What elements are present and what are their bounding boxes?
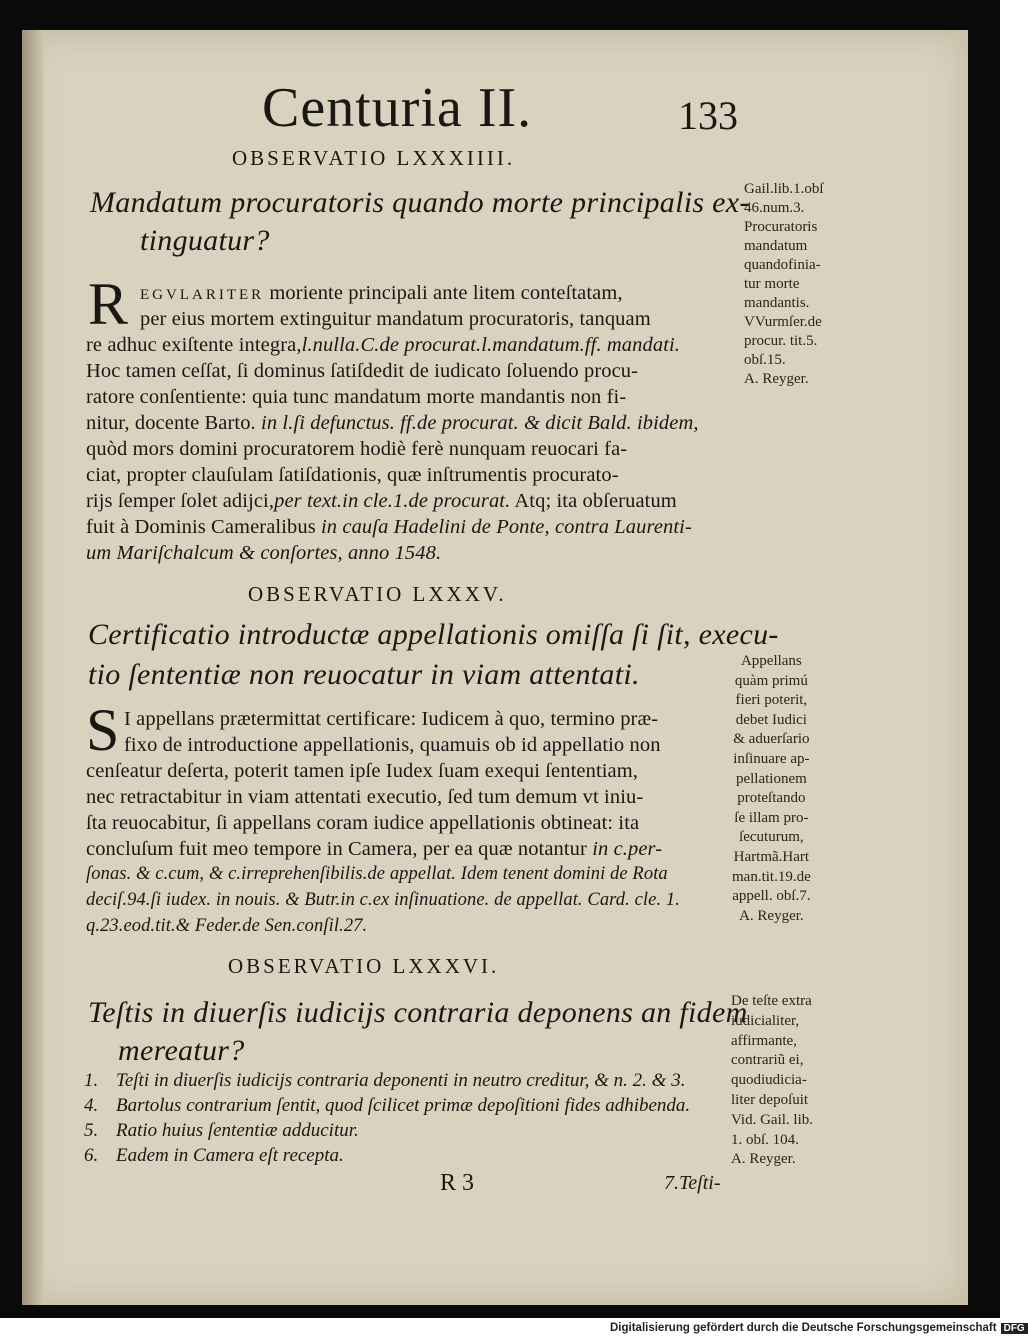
- signature-mark: R 3: [440, 1170, 475, 1196]
- margin-85-line: inſinuare ap-: [733, 750, 810, 767]
- text-84-line6: nitur, docente Barto. in l.ſi defunctus. ff.de procurat. & dicit Bald. ibidem,: [86, 412, 699, 434]
- observation-heading-84: OBSERVATIO LXXXIIII.: [232, 146, 516, 170]
- margin-84-line: tur morte: [744, 276, 800, 292]
- margin-84-line: quandofinia-: [744, 257, 821, 273]
- text-85-line7: ſonas. & c.cum, & c.irreprehenſibilis.de appellat. Idem tenent domini de Rota: [86, 864, 668, 884]
- margin-85-line: ſe illam pro-: [734, 809, 809, 826]
- text-84-line7: quòd mors domini procuratorem hodiè ferè nunquam reuocari fa-: [86, 438, 628, 460]
- text-84-line9: rijs ſemper ſolet adijci,per text.in cle.1.de procurat. Atq; ita obſeruatum: [86, 490, 677, 512]
- margin-85-line: fieri poterit,: [735, 692, 808, 709]
- page-number: 133: [678, 93, 738, 138]
- text-85-line2: fixo de introductione appellationis, quamuis ob id appellatio non: [124, 734, 661, 756]
- margin-86-line: 1. obſ. 104.: [731, 1131, 799, 1148]
- summary-item: 5. Ratio huius ſententiæ adducitur.: [84, 1120, 359, 1141]
- margin-84-line: Gail.lib.1.obſ: [744, 181, 824, 197]
- margin-86-line: contrariũ ei,: [731, 1052, 804, 1069]
- margin-85-line: A. Reyger.: [739, 907, 804, 924]
- margin-85-line: ſecuturum,: [739, 829, 804, 846]
- observation-title-84-line2: tinguatur?: [140, 224, 270, 257]
- margin-85-line: proteſtando: [737, 790, 806, 807]
- observation-title-84-line1: Mandatum procuratoris quando morte principalis ex-: [90, 186, 750, 219]
- catchword: 7.Teſti-: [664, 1172, 721, 1194]
- text-85-line6: concluſum fuit meo tempore in Camera, per ea quæ notantur in c.per-: [86, 838, 663, 860]
- text-85-line1: I appellans prætermittat certificare: Iudicem à quo, termino præ-: [124, 708, 659, 730]
- summary-item: 1. Teſti in diuerſis iudicijs contraria deponenti in neutro creditur, & n. 2. & 3.: [84, 1070, 686, 1091]
- margin-84-line: A. Reyger.: [744, 371, 809, 387]
- text-84-line4: Hoc tamen ceſſat, ſi dominus ſatiſdedit de iudicato ſoluendo procu-: [86, 360, 639, 382]
- margin-86-line: A. Reyger.: [731, 1151, 796, 1168]
- drop-capital-s: S: [86, 697, 120, 763]
- margin-note-85: [732, 652, 811, 926]
- dfg-logo: DFG: [1001, 1323, 1028, 1334]
- margin-84-line: mandantis.: [744, 295, 810, 311]
- text-84-line3: re adhuc exiſtente integra,l.nulla.C.de procurat.l.mandatum.ff. mandati.: [86, 334, 681, 356]
- text-85-line4: nec retractabitur in viam attentati executio, ſed tum demum vt iniu-: [86, 786, 644, 808]
- observation-title-86-line2: mereatur?: [118, 1034, 245, 1067]
- text-84-line5: ratore conſentiente: quia tunc mandatum morte mandantis non fi-: [86, 386, 627, 408]
- margin-85-line: quàm primú: [734, 672, 808, 689]
- margin-85-line: pellationem: [735, 770, 807, 787]
- observation-title-85-line2: tio ſententiæ non reuocatur in viam attentati.: [88, 658, 640, 691]
- observation-title-86-line1: Teſtis in diuerſis iudicijs contraria deponens an fidem: [88, 996, 748, 1029]
- margin-85-line: Hartmã.Hart: [733, 848, 810, 865]
- margin-86-line: liter depoſuit: [731, 1091, 809, 1108]
- margin-86-line: Vid. Gail. lib.: [731, 1111, 814, 1128]
- margin-85-line: man.tit.19.de: [732, 868, 811, 885]
- observation-heading-86: OBSERVATIO LXXXVI.: [228, 954, 500, 978]
- text-84-line10: fuit à Dominis Cameralibus in cauſa Hadelini de Ponte, contra Laurenti-: [86, 516, 692, 538]
- margin-86-line: affirmante,: [731, 1032, 797, 1049]
- margin-84-line: Procuratoris: [744, 219, 818, 235]
- margin-85-line: & aduerſario: [733, 731, 810, 748]
- margin-85-line: debet Iudici: [735, 711, 807, 728]
- summary-item: 6. Eadem in Camera eſt recepta.: [84, 1145, 344, 1166]
- observation-title-85-line1: Certificatio introductæ appellationis omiſſa ſi ſit, execu-: [88, 618, 779, 651]
- summary-item: 4. Bartolus contrarium ſentit, quod ſcilicet primæ depoſitioni fides adhibenda.: [84, 1095, 691, 1116]
- text-85-line8: deciſ.94.ſi iudex. in nouis. & Butr.in c.ex inſinuatione. de appellat. Card. cle. 1.: [86, 890, 680, 910]
- observation-heading-85: OBSERVATIO LXXXV.: [248, 582, 507, 606]
- text-84-line8: ciat, propter clauſulam ſatiſdationis, quæ inſtrumentis procurato-: [86, 464, 619, 486]
- margin-84-line: procur. tit.5.: [744, 333, 818, 349]
- margin-note-84: [744, 180, 824, 389]
- margin-84-line: 46.num.3.: [744, 200, 805, 216]
- running-title: Centuria II.: [262, 77, 533, 139]
- margin-86-line: De teſte extra: [731, 993, 812, 1009]
- margin-84-line: obſ.15.: [744, 352, 786, 368]
- page-spine-shadow: [22, 30, 44, 1305]
- summary-list: [84, 1070, 690, 1170]
- margin-86-line: quodiudicia-: [731, 1072, 807, 1089]
- drop-capital-r: R: [88, 271, 129, 337]
- margin-85-line: appell. obſ.7.: [732, 888, 811, 905]
- text-84-line1: EGVLARITER moriente principali ante litem conteſtatam,: [140, 282, 623, 304]
- margin-85-line: Appellans: [740, 653, 802, 669]
- text-85-line3: cenſeatur deſerta, poterit tamen ipſe Iudex ſuam exequi ſententiam,: [86, 760, 639, 782]
- text-85-line9: q.23.eod.tit.& Feder.de Sen.conſil.27.: [86, 916, 368, 936]
- margin-84-line: mandatum: [744, 238, 808, 254]
- digitization-credit: Digitalisierung gefördert durch die Deutsche Forschungsgemeinschaft DFG: [610, 1322, 1028, 1334]
- text-84-line2: per eius mortem extinguitur mandatum procuratoris, tanquam: [140, 308, 651, 330]
- text-84-line11: um Mariſchalcum & conſortes, anno 1548.: [86, 542, 442, 564]
- margin-86-line: iudicialiter,: [731, 1012, 800, 1029]
- margin-note-86: [731, 992, 813, 1170]
- text-85-line5: ſta reuocabitur, ſi appellans coram iudice appellationis obtineat: ita: [86, 812, 640, 834]
- margin-84-line: VVurmſer.de: [744, 314, 822, 330]
